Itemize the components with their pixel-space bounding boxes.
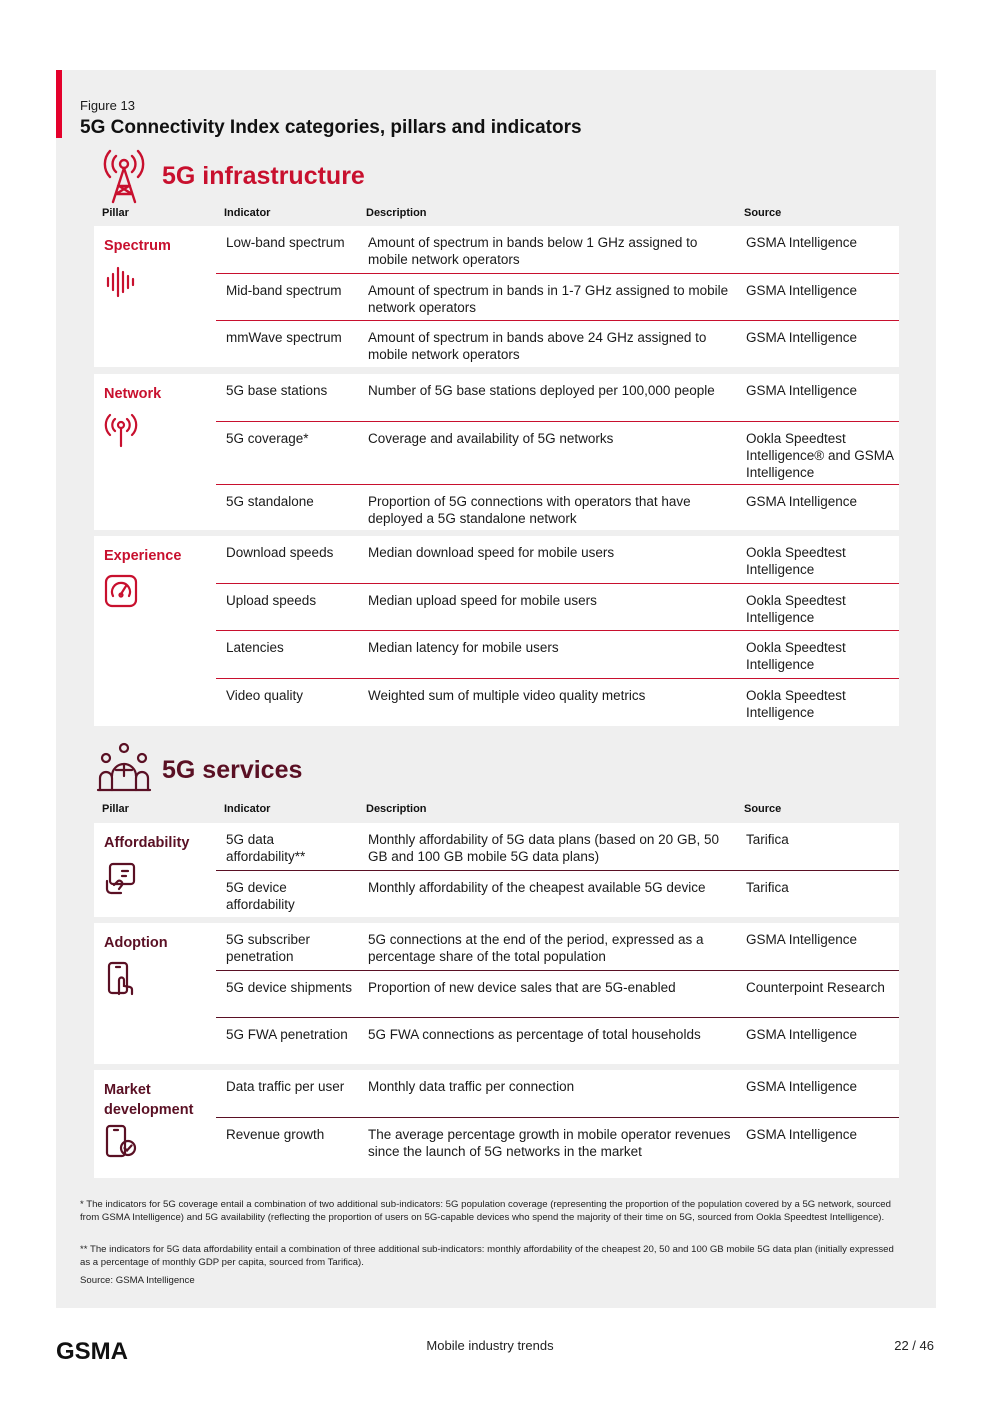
pillar-adoption (104, 933, 214, 997)
description: Number of 5G base stations deployed per 100,000 people (368, 383, 715, 398)
indicator: Data traffic per user (226, 1079, 345, 1094)
indicator: Video quality (226, 688, 304, 703)
phone-touch-icon (104, 961, 138, 997)
description: 5G connections at the end of the period, expressed as a percentage share of the total population (368, 932, 704, 964)
table-row (216, 1117, 899, 1179)
indicator: 5G FWA penetration (226, 1027, 348, 1042)
pillar-group-experience (94, 536, 899, 726)
table-row (216, 1070, 899, 1117)
description: Weighted sum of multiple video quality metrics (368, 688, 646, 703)
page-number: 22 / 46 (894, 1338, 934, 1353)
source: GSMA Intelligence (746, 235, 858, 250)
services-title: 5G services (162, 755, 303, 784)
description: Proportion of 5G connections with operators that have deployed a 5G standalone network (368, 494, 691, 526)
col-source: Source (744, 803, 782, 815)
figure-title: 5G Connectivity Index categories, pillars and indicators (80, 117, 582, 138)
description: Median download speed for mobile users (368, 545, 615, 560)
indicator: Download speeds (226, 545, 334, 560)
table-row (216, 226, 899, 273)
pillar-network (104, 384, 214, 448)
phone-check-icon (104, 1124, 138, 1160)
table-row (216, 421, 899, 485)
table-row (216, 870, 899, 918)
antenna-tower-icon (96, 148, 152, 204)
pillar-name: Market development (104, 1082, 194, 1118)
table-row (216, 583, 899, 631)
pillar-affordability (104, 833, 214, 897)
indicator: Low-band spectrum (226, 235, 345, 250)
pillar-group-spectrum (94, 226, 899, 367)
indicator: Revenue growth (226, 1127, 325, 1142)
description: Median latency for mobile users (368, 640, 559, 655)
hand-phone-icon (104, 861, 138, 897)
source: Ookla Speedtest Intelligence (746, 688, 846, 720)
description: Coverage and availability of 5G networks (368, 431, 614, 446)
pillar-group-network (94, 374, 899, 530)
indicator: 5G subscriber penetration (226, 932, 311, 964)
description: Amount of spectrum in bands in 1-7 GHz assigned to mobile network operators (368, 283, 729, 315)
source: Tarifica (746, 832, 789, 847)
source: GSMA Intelligence (746, 1079, 858, 1094)
col-description: Description (366, 207, 427, 219)
pillar-name: Affordability (104, 835, 190, 851)
table-row (216, 678, 899, 727)
indicator: mmWave spectrum (226, 330, 342, 345)
spectrum-wave-icon (104, 264, 138, 300)
source: GSMA Intelligence (746, 383, 858, 398)
pillar-name: Spectrum (104, 238, 171, 254)
indicator: 5G device shipments (226, 980, 353, 995)
gsma-logo-text: GSMA (56, 1338, 128, 1362)
col-pillar: Pillar (102, 207, 129, 219)
source: GSMA Intelligence (746, 283, 858, 298)
table-row (216, 320, 899, 368)
pillar-group-adoption (94, 923, 899, 1064)
infrastructure-column-headers (94, 207, 899, 223)
table-row (216, 970, 899, 1018)
description: Monthly affordability of 5G data plans (based on 20 GB, 50 GB and 100 GB mobile 5G data plans) (368, 832, 719, 864)
indicator: 5G data affordability** (226, 832, 306, 864)
source: Ookla Speedtest Intelligence® and GSMA Intelligence (746, 431, 894, 480)
col-indicator: Indicator (224, 207, 271, 219)
pillar-group-affordability (94, 823, 899, 917)
source: Ookla Speedtest Intelligence (746, 545, 846, 577)
source: Ookla Speedtest Intelligence (746, 640, 846, 672)
col-pillar: Pillar (102, 803, 129, 815)
services-header (96, 742, 302, 798)
description: Amount of spectrum in bands below 1 GHz assigned to mobile network operators (368, 235, 698, 267)
table-row (216, 374, 899, 421)
source: GSMA Intelligence (746, 932, 858, 947)
source: Ookla Speedtest Intelligence (746, 593, 846, 625)
footnote-source: Source: GSMA Intelligence (80, 1275, 195, 1286)
description: Proportion of new device sales that are 5G-enabled (368, 980, 676, 995)
table-row (216, 630, 899, 679)
description: The average percentage growth in mobile operator revenues since the launch of 5G networks in the market (368, 1127, 731, 1159)
source: GSMA Intelligence (746, 1127, 858, 1142)
people-globe-icon (96, 742, 152, 798)
footnote-coverage: * The indicators for 5G coverage entail a combination of two additional sub-indicators: 5G population coverage (representing the proportion of the population covered by a 5G network, sourced from GSMA Intelligence) and 5G availability (reflecting the proportion of users on 5G-capable devices who spend the majority of their time on 5G, sourced from Ookla Speedtest Intelligence). (80, 1199, 891, 1223)
description: Median upload speed for mobile users (368, 593, 597, 608)
pillar-spectrum (104, 236, 214, 300)
col-indicator: Indicator (224, 803, 271, 815)
indicator: Latencies (226, 640, 284, 655)
footnote-affordability: ** The indicators for 5G data affordability entail a combination of three additional sub-indicators: monthly affordability of the cheapest 20, 50 and 100 GB mobile 5G data plan (initially expressed as a percentage of monthly GDP per capita, sourced from Tarifica). (80, 1244, 894, 1268)
pillar-name: Adoption (104, 935, 168, 951)
table-row (216, 273, 899, 321)
source: Tarifica (746, 880, 789, 895)
table-row (216, 923, 899, 970)
accent-bar (56, 70, 62, 138)
table-row (216, 536, 899, 583)
table-row (216, 823, 899, 870)
description: 5G FWA connections as percentage of total households (368, 1027, 701, 1042)
source: Counterpoint Research (746, 980, 885, 995)
indicator: 5G device affordability (226, 880, 295, 912)
table-row (216, 1017, 899, 1065)
col-description: Description (366, 803, 427, 815)
signal-antenna-icon (104, 412, 138, 448)
indicator: 5G base stations (226, 383, 328, 398)
pillar-name: Network (104, 386, 162, 402)
source: GSMA Intelligence (746, 1027, 858, 1042)
figure-label: Figure 13 (80, 98, 135, 113)
pillar-name: Experience (104, 548, 182, 564)
description: Monthly affordability of the cheapest available 5G device (368, 880, 706, 895)
services-column-headers (94, 803, 899, 819)
indicator: 5G standalone (226, 494, 314, 509)
indicator: 5G coverage* (226, 431, 309, 446)
pillar-market-development (104, 1080, 214, 1160)
col-source: Source (744, 207, 782, 219)
description: Amount of spectrum in bands above 24 GHz assigned to mobile network operators (368, 330, 707, 362)
footer-title: Mobile industry trends (426, 1338, 554, 1353)
source: GSMA Intelligence (746, 494, 858, 509)
indicator: Upload speeds (226, 593, 317, 608)
table-row (216, 484, 899, 531)
speedometer-icon (104, 574, 138, 610)
source: GSMA Intelligence (746, 330, 858, 345)
description: Monthly data traffic per connection (368, 1079, 575, 1094)
indicator: Mid-band spectrum (226, 283, 342, 298)
infrastructure-title: 5G infrastructure (162, 161, 365, 190)
pillar-group-market-development (94, 1070, 899, 1178)
pillar-experience (104, 546, 214, 610)
infrastructure-header (96, 148, 365, 204)
